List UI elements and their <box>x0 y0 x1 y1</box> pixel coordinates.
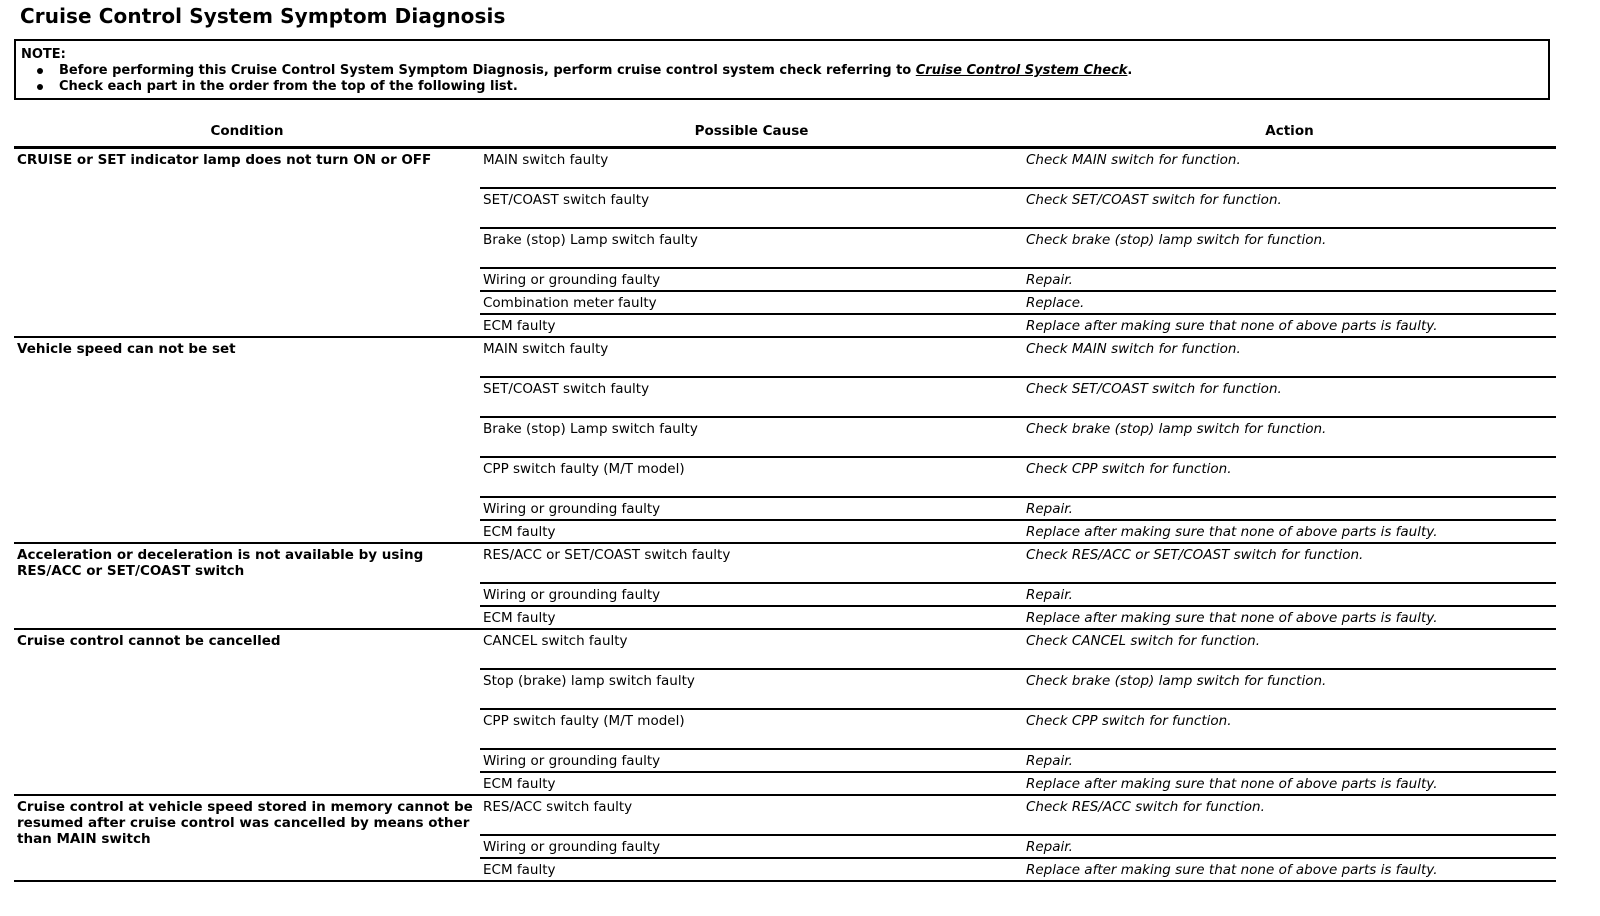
cause-cell: RES/ACC switch faulty <box>480 795 1023 835</box>
action-cell: Check RES/ACC switch for function. <box>1023 795 1556 835</box>
note-heading: NOTE: <box>21 47 66 62</box>
header-action: Action <box>1023 116 1556 148</box>
action-cell: Check SET/COAST switch for function. <box>1023 188 1556 228</box>
action-cell: Repair. <box>1023 583 1556 606</box>
note-list <box>21 63 1548 95</box>
action-cell: Replace after making sure that none of above parts is faulty. <box>1023 314 1556 337</box>
action-cell: Repair. <box>1023 749 1556 772</box>
cause-cell: Wiring or grounding faulty <box>480 268 1023 291</box>
cause-cell: ECM faulty <box>480 314 1023 337</box>
cause-cell: Stop (brake) lamp switch faulty <box>480 669 1023 709</box>
note-item-1-text: Before performing this Cruise Control System Symptom Diagnosis, perform cruise control system check referring to <box>59 63 916 78</box>
table-header-row <box>14 116 1556 148</box>
action-cell: Check CANCEL switch for function. <box>1023 629 1556 669</box>
cause-cell: ECM faulty <box>480 858 1023 881</box>
action-cell: Check CPP switch for function. <box>1023 709 1556 749</box>
cause-cell: Brake (stop) Lamp switch faulty <box>480 228 1023 268</box>
header-possible-cause: Possible Cause <box>480 116 1023 148</box>
cause-cell: CPP switch faulty (M/T model) <box>480 709 1023 749</box>
action-cell: Check brake (stop) lamp switch for function. <box>1023 228 1556 268</box>
table-body <box>14 148 1556 881</box>
cause-cell: CANCEL switch faulty <box>480 629 1023 669</box>
cause-cell: CPP switch faulty (M/T model) <box>480 457 1023 497</box>
action-cell: Check brake (stop) lamp switch for function. <box>1023 417 1556 457</box>
condition-cell: Cruise control cannot be cancelled <box>14 629 480 795</box>
cause-cell: Wiring or grounding faulty <box>480 835 1023 858</box>
table-row <box>14 337 1556 377</box>
action-cell: Check CPP switch for function. <box>1023 457 1556 497</box>
cause-cell: ECM faulty <box>480 606 1023 629</box>
action-cell: Check MAIN switch for function. <box>1023 337 1556 377</box>
condition-cell: Acceleration or deceleration is not available by using RES/ACC or SET/COAST switch <box>14 543 480 629</box>
condition-cell: CRUISE or SET indicator lamp does not turn ON or OFF <box>14 148 480 337</box>
table-row <box>14 795 1556 835</box>
action-cell: Replace after making sure that none of above parts is faulty. <box>1023 772 1556 795</box>
cruise-control-system-check-link[interactable]: Cruise Control System Check <box>915 63 1128 78</box>
cause-cell: RES/ACC or SET/COAST switch faulty <box>480 543 1023 583</box>
action-cell: Repair. <box>1023 268 1556 291</box>
action-cell: Replace after making sure that none of above parts is faulty. <box>1023 858 1556 881</box>
cause-cell: Combination meter faulty <box>480 291 1023 314</box>
table-row <box>14 543 1556 583</box>
note-item-1 <box>35 63 1548 79</box>
table-row <box>14 629 1556 669</box>
page-title: Cruise Control System Symptom Diagnosis <box>20 4 506 28</box>
action-cell: Replace after making sure that none of above parts is faulty. <box>1023 606 1556 629</box>
cause-cell: ECM faulty <box>480 520 1023 543</box>
action-cell: Check RES/ACC or SET/COAST switch for function. <box>1023 543 1556 583</box>
cause-cell: SET/COAST switch faulty <box>480 377 1023 417</box>
cause-cell: ECM faulty <box>480 772 1023 795</box>
cause-cell: Brake (stop) Lamp switch faulty <box>480 417 1023 457</box>
action-cell: Check brake (stop) lamp switch for function. <box>1023 669 1556 709</box>
symptom-diagnosis-table <box>14 116 1556 882</box>
cause-cell: Wiring or grounding faulty <box>480 497 1023 520</box>
note-box <box>14 39 1550 100</box>
note-item-1-end: . <box>1127 63 1133 78</box>
action-cell: Repair. <box>1023 497 1556 520</box>
action-cell: Replace after making sure that none of above parts is faulty. <box>1023 520 1556 543</box>
table-row <box>14 148 1556 188</box>
action-cell: Repair. <box>1023 835 1556 858</box>
cause-cell: Wiring or grounding faulty <box>480 749 1023 772</box>
action-cell: Check SET/COAST switch for function. <box>1023 377 1556 417</box>
action-cell: Check MAIN switch for function. <box>1023 148 1556 188</box>
condition-cell: Vehicle speed can not be set <box>14 337 480 543</box>
cause-cell: MAIN switch faulty <box>480 337 1023 377</box>
cause-cell: SET/COAST switch faulty <box>480 188 1023 228</box>
cause-cell: MAIN switch faulty <box>480 148 1023 188</box>
header-condition: Condition <box>14 116 480 148</box>
cause-cell: Wiring or grounding faulty <box>480 583 1023 606</box>
condition-cell: Cruise control at vehicle speed stored in memory cannot be resumed after cruise control was cancelled by means other than MAIN switch <box>14 795 480 881</box>
note-item-2: Check each part in the order from the top of the following list. <box>35 79 1548 95</box>
action-cell: Replace. <box>1023 291 1556 314</box>
